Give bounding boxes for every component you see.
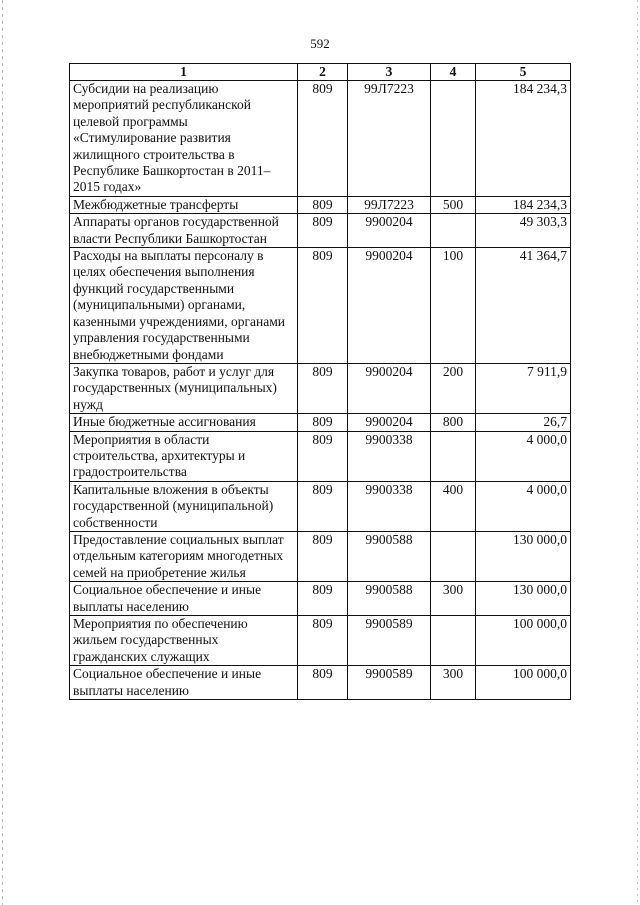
row-kind — [431, 531, 476, 581]
row-name: Мероприятия по обеспечению жильем государственных гражданских служащих — [70, 616, 298, 666]
row-sum: 130 000,0 — [476, 531, 571, 581]
row-code: 809 — [298, 431, 348, 481]
row-kind: 300 — [431, 666, 476, 700]
row-target: 9900338 — [348, 481, 431, 531]
column-header-3: 3 — [348, 64, 431, 81]
row-name: Капитальные вложения в объекты государственной (муниципальной) собственности — [70, 481, 298, 531]
row-code: 809 — [298, 414, 348, 431]
row-sum: 4 000,0 — [476, 481, 571, 531]
row-sum: 130 000,0 — [476, 582, 571, 616]
row-code: 809 — [298, 81, 348, 197]
column-header-4: 4 — [431, 64, 476, 81]
column-header-1: 1 — [70, 64, 298, 81]
row-sum: 49 303,3 — [476, 214, 571, 248]
column-header-5: 5 — [476, 64, 571, 81]
row-target: 9900204 — [348, 248, 431, 364]
row-code: 809 — [298, 531, 348, 581]
row-code: 809 — [298, 666, 348, 700]
row-name: Мероприятия в области строительства, архитектуры и градостроительства — [70, 431, 298, 481]
row-target: 9900589 — [348, 666, 431, 700]
row-target: 9900204 — [348, 363, 431, 413]
row-target: 9900204 — [348, 214, 431, 248]
row-name: Межбюджетные трансферты — [70, 196, 298, 213]
table-row — [70, 363, 571, 413]
row-name: Социальное обеспечение и иные выплаты населению — [70, 582, 298, 616]
row-kind: 800 — [431, 414, 476, 431]
row-code: 809 — [298, 481, 348, 531]
row-code: 809 — [298, 582, 348, 616]
row-target: 9900338 — [348, 431, 431, 481]
row-kind — [431, 431, 476, 481]
row-sum: 4 000,0 — [476, 431, 571, 481]
table-row — [70, 414, 571, 431]
row-code: 809 — [298, 196, 348, 213]
row-target: 9900588 — [348, 531, 431, 581]
table-row — [70, 81, 571, 197]
row-target: 9900589 — [348, 616, 431, 666]
row-target: 9900204 — [348, 414, 431, 431]
row-name: Предоставление социальных выплат отдельным категориям многодетных семей на приобретение жилья — [70, 531, 298, 581]
row-name: Иные бюджетные ассигнования — [70, 414, 298, 431]
table-row — [70, 481, 571, 531]
row-name: Субсидии на реализацию мероприятий республиканской целевой программы «Стимулирование развития жилищного строительства в Республике Башкортостан в 2011–2015 годах» — [70, 81, 298, 197]
row-name: Закупка товаров, работ и услуг для государственных (муниципальных) нужд — [70, 363, 298, 413]
table-header-row — [70, 64, 571, 81]
page-number: 592 — [310, 36, 330, 51]
row-name: Аппараты органов государственной власти Республики Башкортостан — [70, 214, 298, 248]
table-row — [70, 196, 571, 213]
row-kind — [431, 214, 476, 248]
row-target: 99Л7223 — [348, 81, 431, 197]
row-sum: 184 234,3 — [476, 81, 571, 197]
row-kind: 100 — [431, 248, 476, 364]
row-name: Расходы на выплаты персоналу в целях обеспечения выполнения функций государственными (муниципальными) органами, казенными учреждениями, органами управления государственными внебюджетными фондами — [70, 248, 298, 364]
table-row — [70, 531, 571, 581]
row-code: 809 — [298, 248, 348, 364]
row-kind: 300 — [431, 582, 476, 616]
row-sum: 26,7 — [476, 414, 571, 431]
budget-table — [69, 63, 571, 700]
table-row — [70, 214, 571, 248]
row-sum: 100 000,0 — [476, 666, 571, 700]
row-kind: 200 — [431, 363, 476, 413]
row-kind — [431, 81, 476, 197]
row-code: 809 — [298, 616, 348, 666]
row-target: 99Л7223 — [348, 196, 431, 213]
table-row — [70, 616, 571, 666]
row-kind: 500 — [431, 196, 476, 213]
row-kind — [431, 616, 476, 666]
row-sum: 100 000,0 — [476, 616, 571, 666]
table-row — [70, 666, 571, 700]
row-kind: 400 — [431, 481, 476, 531]
row-sum: 41 364,7 — [476, 248, 571, 364]
row-name: Социальное обеспечение и иные выплаты населению — [70, 666, 298, 700]
column-header-2: 2 — [298, 64, 348, 81]
row-target: 9900588 — [348, 582, 431, 616]
row-code: 809 — [298, 214, 348, 248]
table-row — [70, 248, 571, 364]
row-sum: 7 911,9 — [476, 363, 571, 413]
table-row — [70, 431, 571, 481]
scan-edge-right — [637, 0, 638, 905]
row-code: 809 — [298, 363, 348, 413]
scan-edge-left — [2, 0, 3, 905]
table-row — [70, 582, 571, 616]
row-sum: 184 234,3 — [476, 196, 571, 213]
